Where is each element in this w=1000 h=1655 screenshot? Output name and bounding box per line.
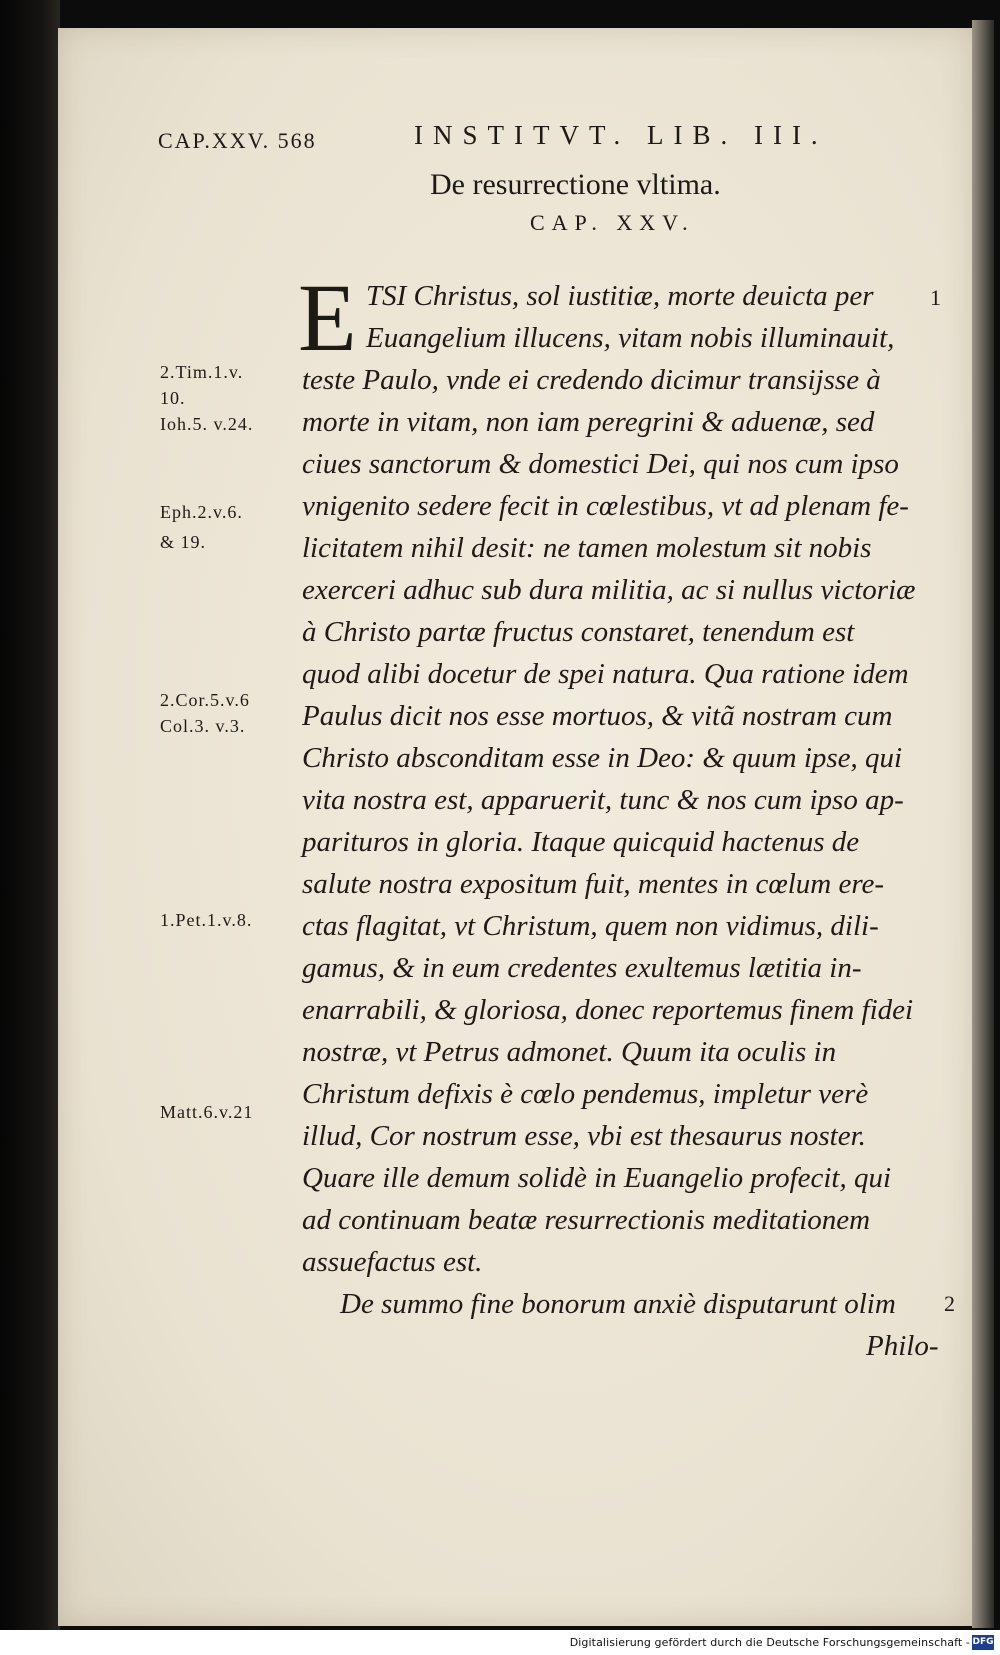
text-line: salute nostra expositum fuit, mentes in cœlum ere-	[302, 868, 885, 900]
page-edge	[972, 20, 994, 1628]
margin-note: 10.	[160, 388, 186, 408]
text-line: vnigenito sedere fecit in cœlestibus, vt ad plenam fe-	[302, 490, 909, 522]
text-line: vita nostra est, apparuerit, tunc & nos cum ipso ap-	[302, 784, 904, 816]
margin-note: 1.Pet.1.v.8.	[160, 910, 253, 930]
digitization-credit: Digitalisierung gefördert durch die Deutsche Forschungsgemeinschaft -	[569, 1636, 970, 1649]
text-line: nostræ, vt Petrus admonet. Quum ita oculis in	[302, 1036, 837, 1068]
book-spine-shadow	[0, 0, 60, 1630]
text-line: gamus, & in eum credentes exultemus lætitia in-	[302, 952, 862, 984]
text-line: à Christo partæ fructus constaret, tenendum est	[302, 616, 855, 648]
margin-note: Col.3. v.3.	[160, 716, 246, 736]
chapter-title: De resurrectione vltima.	[430, 168, 721, 201]
text-line: illud, Cor nostrum esse, vbi est thesaurus noster.	[302, 1120, 866, 1152]
margin-note: 2.Cor.5.v.6	[160, 690, 250, 710]
margin-note: Matt.6.v.21	[160, 1102, 254, 1122]
text-line: assuefactus est.	[302, 1246, 483, 1278]
text-line: Quare ille demum solidè in Euangelio profecit, qui	[302, 1162, 892, 1194]
text-line: ad continuam beatæ resurrectionis meditationem	[302, 1204, 871, 1236]
margin-note: 2.Tim.1.v.	[160, 362, 244, 382]
text-line: exerceri adhuc sub dura militia, ac si nullus victoriæ	[302, 574, 916, 606]
margin-note: & 19.	[160, 532, 207, 552]
paragraph-number: 2	[944, 1291, 955, 1316]
text-line: ciues sanctorum & domestici Dei, qui nos cum ipso	[302, 448, 899, 480]
text-line: ctas flagitat, vt Christum, quem non vidimus, dili-	[302, 910, 879, 942]
text-line: parituros in gloria. Itaque quicquid hactenus de	[302, 826, 860, 858]
paragraph-number: 1	[930, 285, 941, 310]
text-line: Christum defixis è cœlo pendemus, impletur verè	[302, 1078, 869, 1110]
chapter-number: CAP. XXV.	[530, 210, 695, 235]
text-line: Paulus dicit nos esse mortuos, & vitã nostram cum	[302, 700, 893, 732]
text-line: De summo fine bonorum anxiè disputarunt olim	[340, 1288, 896, 1320]
text-line: licitatem nihil desit: ne tamen molestum sit nobis	[302, 532, 872, 564]
text-line: morte in vitam, non iam peregrini & aduenæ, sed	[302, 406, 875, 438]
dfg-logo: DFG	[972, 1635, 994, 1650]
text-line: Christo absconditam esse in Deo: & quum ipse, qui	[302, 742, 903, 774]
running-head-left: CAP.XXV. 568	[158, 128, 317, 153]
text-line: Euangelium illucens, vitam nobis illuminauit,	[366, 322, 895, 354]
text-line: enarrabili, & gloriosa, donec reportemus finem fidei	[302, 994, 914, 1026]
text-line: TSI Christus, sol iustitiæ, morte deuicta per	[366, 280, 874, 312]
text-line: teste Paulo, vnde ei credendo dicimur transijsse à	[302, 364, 881, 396]
running-head-center: INSTITVT. LIB. III.	[414, 120, 828, 150]
drop-cap: E	[298, 264, 357, 371]
margin-note: Ioh.5. v.24.	[160, 414, 254, 434]
text-line: quod alibi docetur de spei natura. Qua ratione idem	[302, 658, 909, 690]
catchword: Philo-	[866, 1330, 939, 1362]
margin-note: Eph.2.v.6.	[160, 502, 243, 522]
